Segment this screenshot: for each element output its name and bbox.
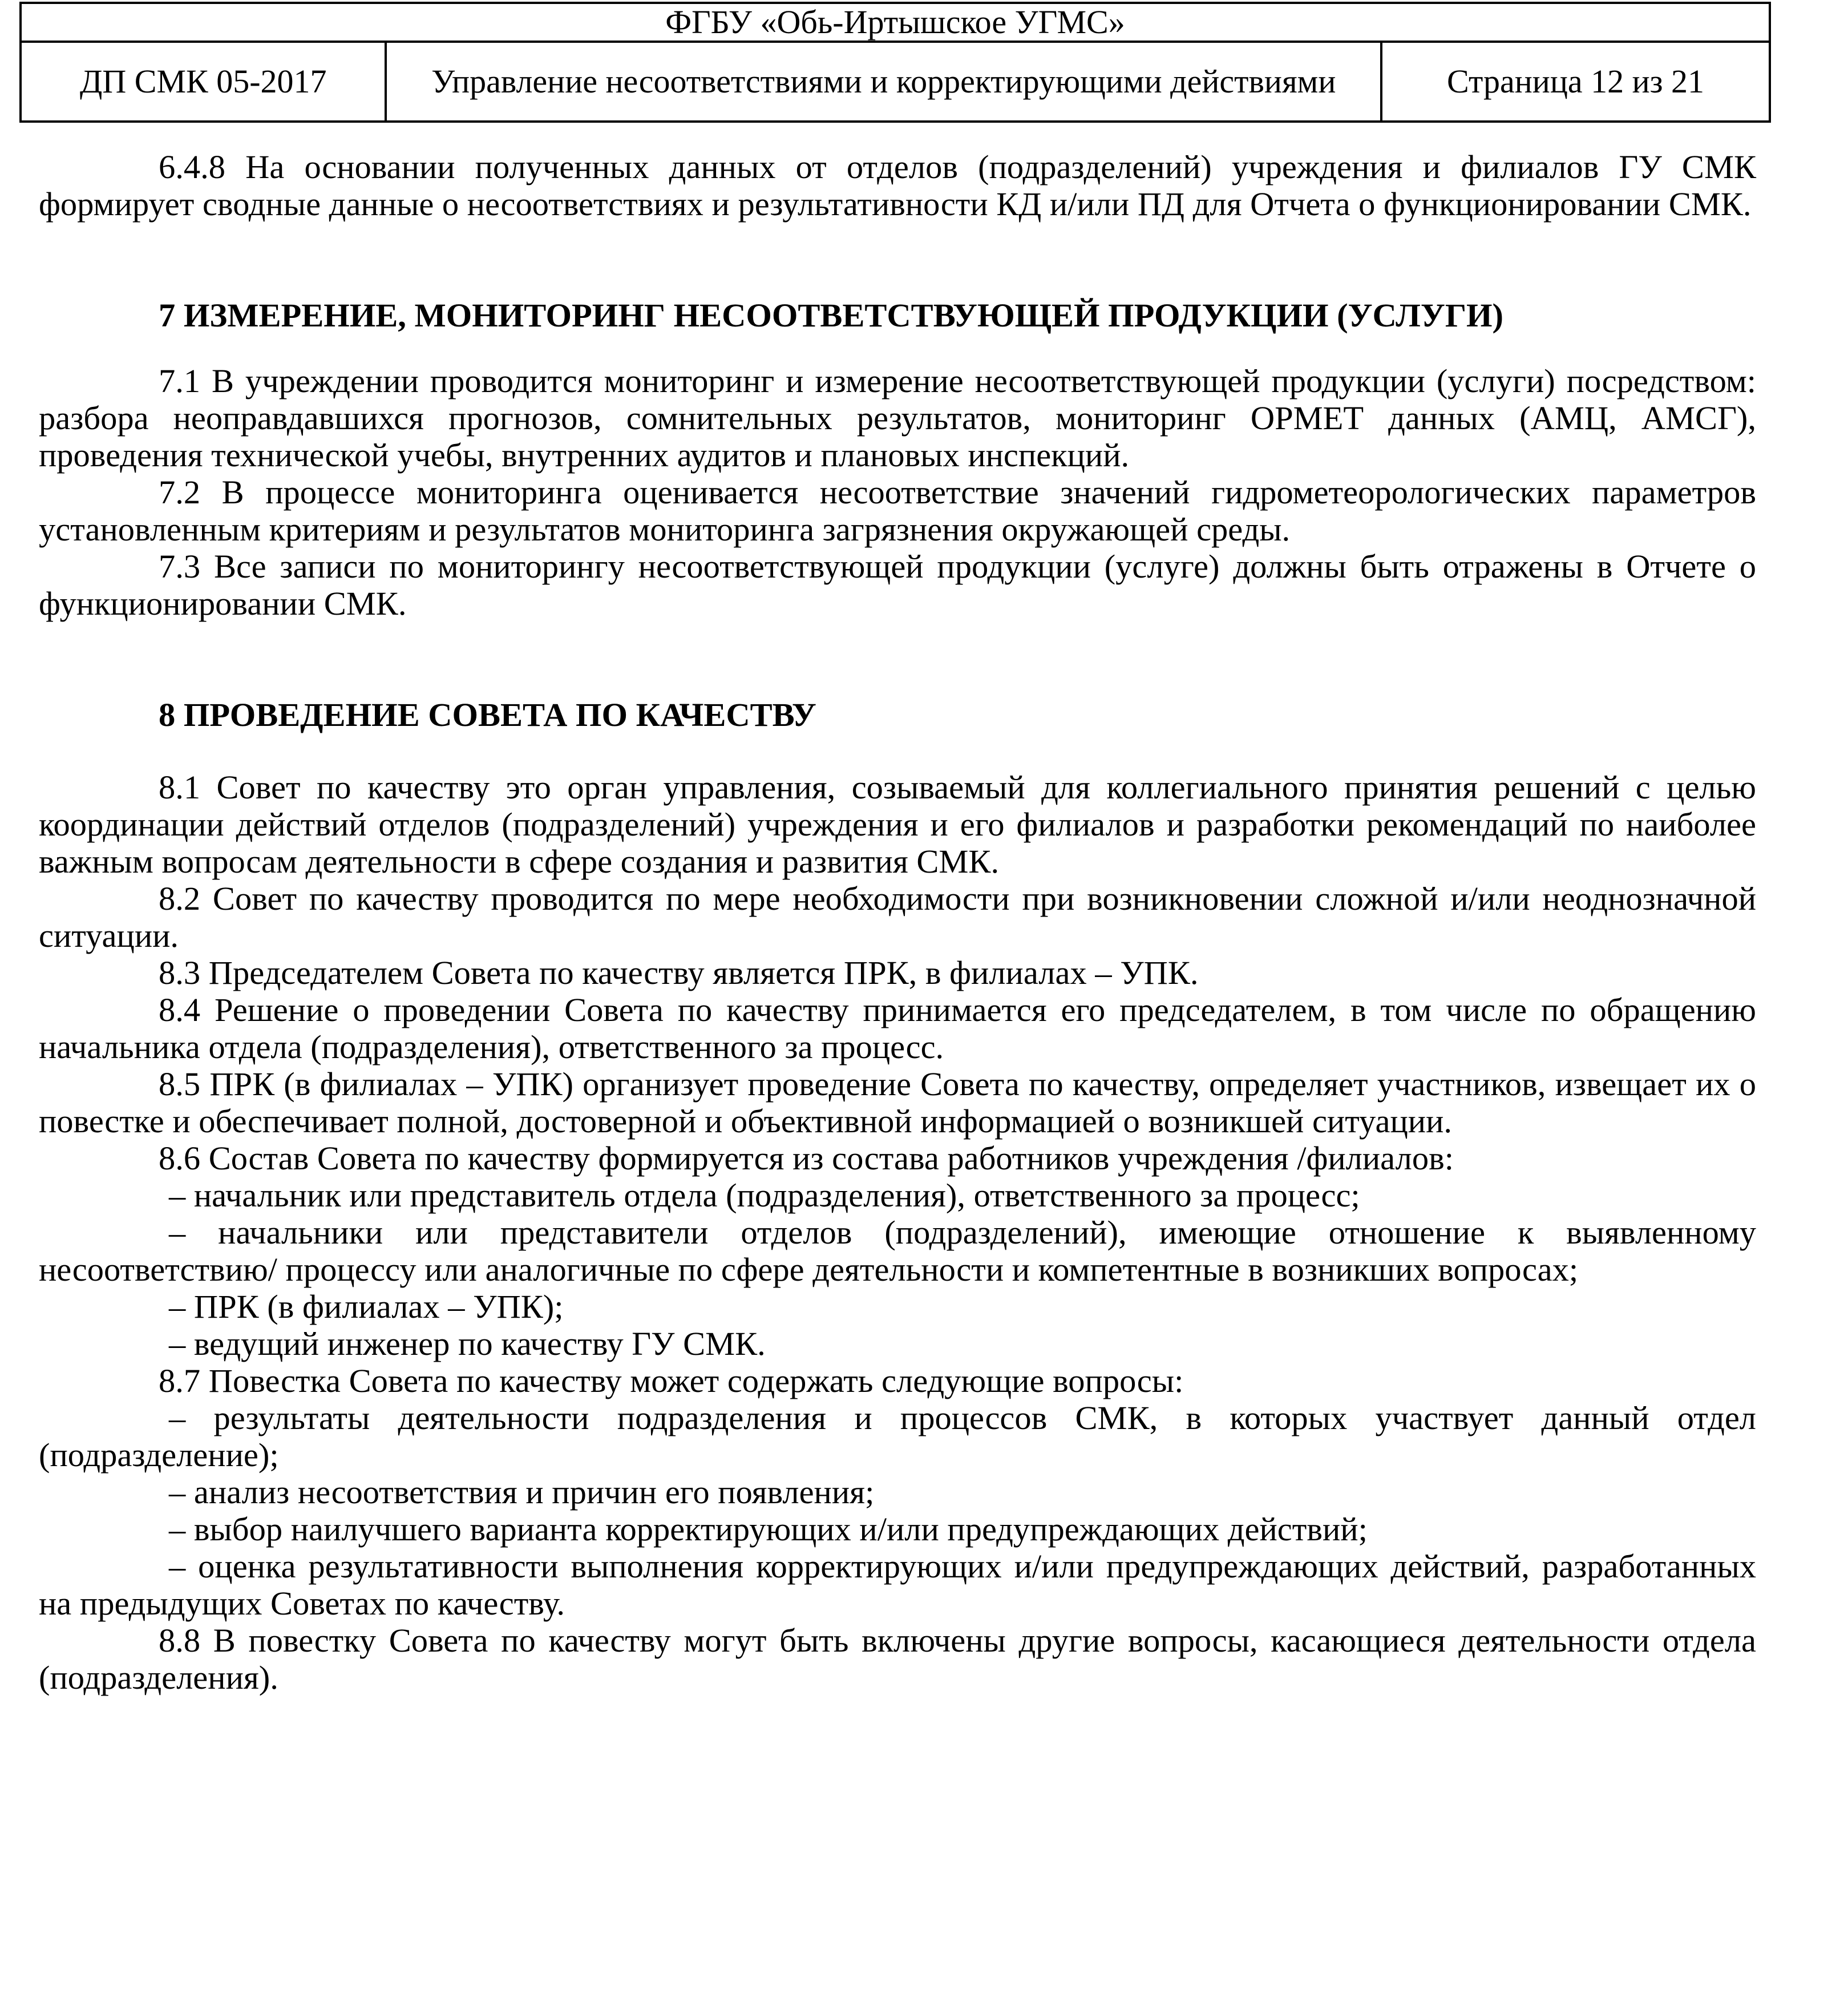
paragraph-8-3: 8.3 Председателем Совета по качеству является ПРК, в филиалах – УПК. [159, 954, 1199, 991]
page-number: Страница 12 из 21 [1381, 42, 1770, 122]
paragraph-7-1: 7.1 В учреждении проводится мониторинг и измерение несоответствующей продукции (услуги) посредством: разбора неоправдавшихся прогнозов, сомнительных результатов, мониторинг ОРМЕТ данных (АМЦ, АМСГ), проведения технической учебы, внутренних аудитов и плановых инспекций. [39, 362, 1756, 474]
list-item: – ведущий инженер по качеству ГУ СМК. [169, 1325, 766, 1362]
paragraph-8-1: 8.1 Совет по качеству это орган управления, созываемый для коллегиального принятия решений с целью координации действий отделов (подразделений) учреждения и его филиалов и разработки рекомендаций по наиболее важным вопросам деятельности в сфере создания и развития СМК. [39, 769, 1756, 880]
section-7-heading: 7 ИЗМЕРЕНИЕ, МОНИТОРИНГ НЕСООТВЕТСТВУЮЩЕЙ ПРОДУКЦИИ (УСЛУГИ) [159, 297, 1504, 334]
list-item: – начальник или представитель отдела (подразделения), ответственного за процесс; [169, 1177, 1360, 1214]
paragraph-8-2: 8.2 Совет по качеству проводится по мере необходимости при возникновении сложной и/или неоднозначной ситуации. [39, 880, 1756, 954]
document-header-table [19, 2, 1771, 123]
paragraph-7-2: 7.2 В процессе мониторинга оценивается несоответствие значений гидрометеорологических параметров установленным критериям и результатов мониторинга загрязнения окружающей среды. [39, 474, 1756, 548]
list-item: – результаты деятельности подразделения и процессов СМК, в которых участвует данный отдел (подразделение); [39, 1399, 1756, 1474]
paragraph-8-5: 8.5 ПРК (в филиалах – УПК) организует проведение Совета по качеству, определяет участников, извещает их о повестке и обеспечивает полной, достоверной и объективной информацией о возникшей ситуации. [39, 1065, 1756, 1140]
document-title: Управление несоответствиями и корректирующими действиями [386, 42, 1381, 122]
list-item: – ПРК (в филиалах – УПК); [169, 1288, 564, 1325]
list-item: – выбор наилучшего варианта корректирующих и/или предупреждающих действий; [169, 1511, 1368, 1548]
section-8-heading: 8 ПРОВЕДЕНИЕ СОВЕТА ПО КАЧЕСТВУ [159, 696, 816, 733]
paragraph-6-4-8: 6.4.8 На основании полученных данных от отделов (подразделений) учреждения и филиалов ГУ СМК формирует сводные данные о несоответствиях и результативности КД и/или ПД для Отчета о функционировании СМК. [39, 148, 1756, 223]
list-item: – начальники или представители отделов (подразделений), имеющие отношение к выявленному несоответствию/ процессу или аналогичные по сфере деятельности и компетентные в возникших вопросах; [39, 1214, 1756, 1288]
list-item: – оценка результативности выполнения корректирующих и/или предупреждающих действий, разработанных на предыдущих Советах по качеству. [39, 1548, 1756, 1622]
list-item: – анализ несоответствия и причин его появления; [169, 1474, 875, 1511]
document-body [39, 148, 1756, 1696]
paragraph-7-3: 7.3 Все записи по мониторингу несоответствующей продукции (услуге) должны быть отражены в Отчете о функционировании СМК. [39, 548, 1756, 622]
paragraph-8-7: 8.7 Повестка Совета по качеству может содержать следующие вопросы: [159, 1362, 1184, 1399]
paragraph-8-8: 8.8 В повестку Совета по качеству могут быть включены другие вопросы, касающиеся деятельности отдела (подразделения). [39, 1622, 1756, 1696]
paragraph-8-6: 8.6 Состав Совета по качеству формируется из состава работников учреждения /филиалов: [159, 1140, 1454, 1177]
paragraph-8-4: 8.4 Решение о проведении Совета по качеству принимается его председателем, в том числе по обращению начальника отдела (подразделения), ответственного за процесс. [39, 991, 1756, 1065]
document-code: ДП СМК 05-2017 [21, 42, 386, 122]
organization-name: ФГБУ «Обь-Иртышское УГМС» [21, 3, 1770, 42]
